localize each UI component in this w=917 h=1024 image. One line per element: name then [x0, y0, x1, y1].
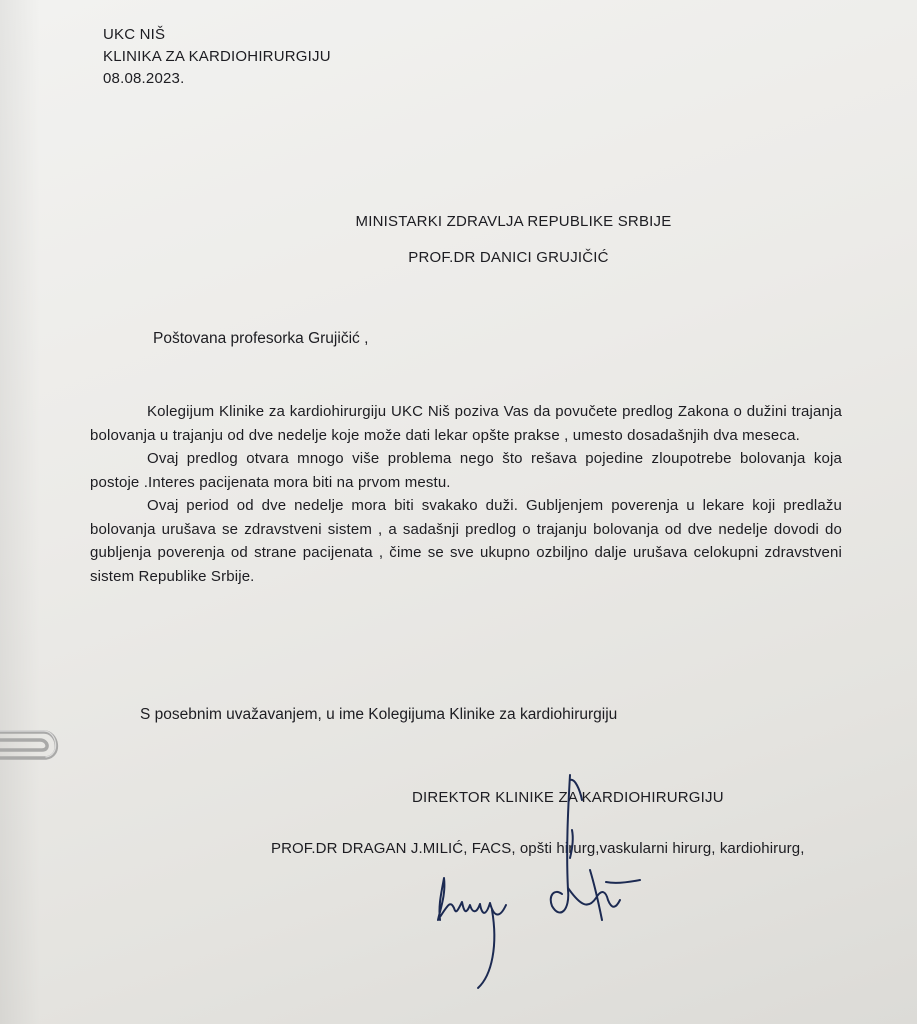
letter-header [103, 24, 331, 90]
signature-name: PROF.DR DRAGAN J.MILIĆ, FACS, opšti hirurg,vaskularni hirurg, kardiohirurg, [271, 840, 805, 857]
salutation: Poštovana profesorka Grujičić , [153, 330, 369, 347]
closing-line: S posebnim uvažavanjem, u ime Kolegijuma Klinike za kardiohirurgiju [140, 706, 618, 723]
page-shadow [0, 0, 40, 1024]
letter-date: 08.08.2023. [103, 70, 185, 87]
recipient-line-2: PROF.DR DANICI GRUJIČIĆ [408, 249, 609, 266]
handwritten-signature [420, 770, 660, 1010]
body-paragraph-3: Ovaj period od dve nedelje mora biti svakako duži. Gubljenjem poverenja u lekare koji predlažu bolovanja urušava se zdravstveni sistem , a sadašnji predlog o trajanju bolovanja od dve nedelje dovodi do gubljenja poverenja od strane pacijenata , čime se sve ukupno ozbiljno dalje urušava celokupni zdravstveni sistem Republike Srbije. [90, 497, 842, 585]
clinic-name: KLINIKA ZA KARDIOHIRURGIJU [103, 48, 331, 65]
paper-clip-icon [0, 712, 70, 772]
body-paragraph-2: Ovaj predlog otvara mnogo više problema nego što rešava pojedine zloupotrebe bolovanja koja postoje .Interes pacijenata mora biti na prvom mestu. [90, 450, 842, 491]
body-paragraph-1: Kolegijum Klinike za kardiohirurgiju UKC Niš poziva Vas da povučete predlog Zakona o dužini trajanja bolovanja u trajanju od dve nedelje koje može dati lekar opšte prakse , umesto dosadašnjih dva meseca. [90, 403, 842, 444]
letter-body [90, 400, 842, 588]
institution-name: UKC NIŠ [103, 26, 166, 43]
signature-title: DIREKTOR KLINIKE ZA KARDIOHIRURGIJU [412, 789, 724, 806]
recipient-line-1: MINISTARKI ZDRAVLJA REPUBLIKE SRBIJE [355, 213, 672, 230]
recipient-block [0, 204, 917, 276]
